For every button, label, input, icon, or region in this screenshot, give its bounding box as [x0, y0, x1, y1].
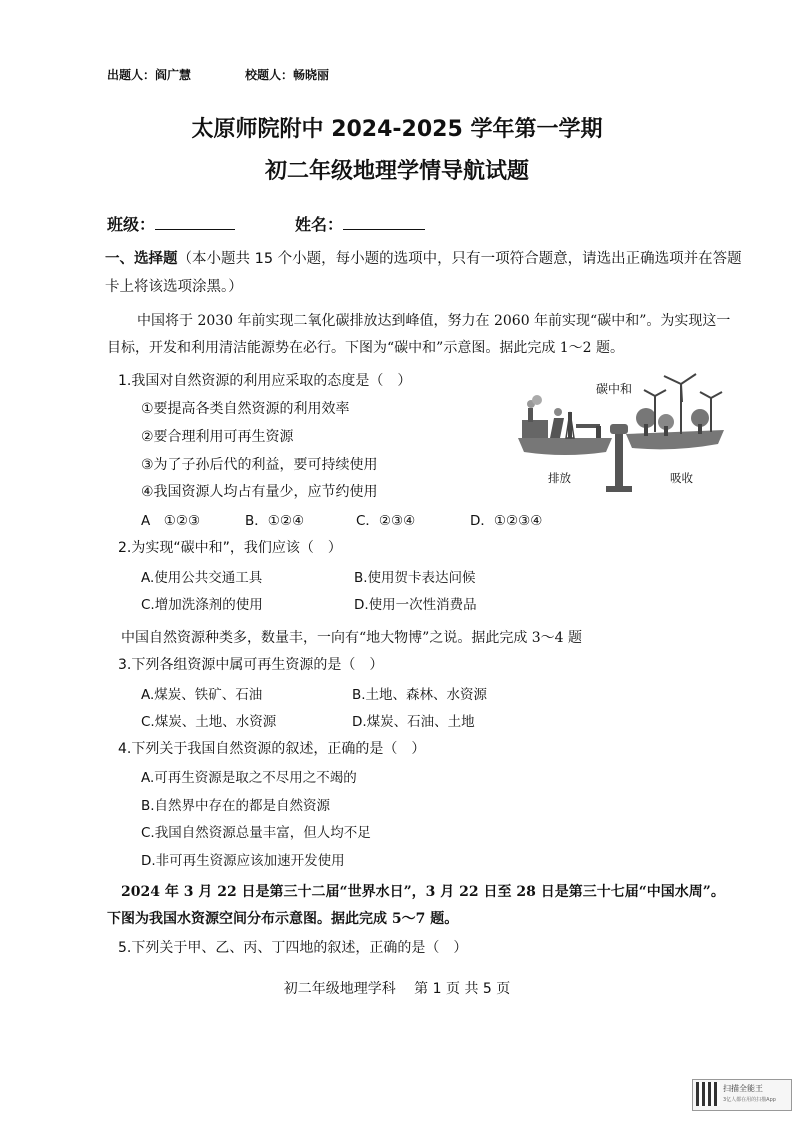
carbon-neutral-diagram: [514, 368, 736, 496]
wind-turbine-icon: [644, 374, 722, 434]
question-1-option-a: A ①②③: [141, 513, 201, 529]
diagram-title: 碳中和: [596, 382, 633, 396]
question-1-option-b: B．①②④: [245, 513, 305, 529]
scanner-watermark-sub: 3亿人都在用的扫描App: [723, 1097, 776, 1103]
exam-title-line1: 太原师院附中 2024-2025 学年第一学期: [191, 117, 603, 142]
section1-heading: 一、选择题: [105, 251, 178, 267]
tree-icon: [636, 408, 709, 436]
scanner-watermark-label: 扫描全能王: [723, 1084, 763, 1093]
name-field: [295, 212, 425, 235]
qr-code-icon: [696, 1082, 720, 1106]
scale-base: [606, 486, 632, 492]
question-1-item-4: ④我国资源人均占有量少，应节约使用: [141, 484, 378, 500]
question-1-item-1: ①要提高各类自然资源的利用效率: [141, 401, 350, 417]
intro-resources: 中国自然资源种类多，数量丰，一向有“地大物博”之说。据此完成 3～4 题: [121, 630, 583, 646]
question-3-option-a: A.煤炭、铁矿、石油: [141, 687, 263, 703]
class-field: [107, 212, 235, 235]
question-4-option-a: A.可再生资源是取之不尽用之不竭的: [141, 770, 357, 786]
scale-post: [615, 426, 623, 490]
class-label: 班级：: [107, 215, 156, 234]
section1-instruction-text: （本小题共 15 个小题，每小题的选项中，只有一项符合题意，请选出正确选项并在答题卡上将该选项涂黑。）: [105, 251, 742, 295]
page-footer: 初二年级地理学科 第 1 页 共 5 页: [283, 981, 511, 997]
left-pan: [518, 438, 612, 455]
question-4-option-d: D.非可再生资源应该加速开发使用: [141, 853, 345, 869]
question-1-item-2: ②要合理利用可再生资源: [141, 429, 294, 445]
exam-title-line2: 初二年级地理学情导航试题: [264, 159, 529, 184]
oil-pump-icon: [566, 412, 601, 438]
question-1-option-d: D．①②③④: [470, 513, 543, 529]
question-1-option-c: C．②③④: [356, 513, 416, 529]
scanner-watermark: [692, 1079, 792, 1111]
intro-water-day: 2024 年 3 月 22 日是第三十二届“世界水日”，3 月 22 日至 28 日是第三十七届“中国水周”。下图为我国水资源空间分布示意图。据此完成 5～7 题。: [107, 884, 725, 927]
question-2-option-a: A.使用公共交通工具: [141, 570, 263, 586]
name-blank: [343, 215, 425, 230]
question-1-stem: 1.我国对自然资源的利用应采取的态度是（ ）: [118, 373, 412, 389]
reviewer-label: 校题人：畅晓丽: [245, 68, 330, 82]
question-2-option-b: B.使用贺卡表达问候: [354, 570, 476, 586]
question-3-option-b: B.土地、森林、水资源: [352, 687, 488, 703]
question-1-item-3: ③为了子孙后代的利益，要可持续使用: [141, 457, 378, 473]
question-2-option-c: C.增加洗涤剂的使用: [141, 597, 263, 613]
question-3-option-d: D.煤炭、石油、土地: [352, 714, 475, 730]
question-5-stem: 5.下列关于甲、乙、丙、丁四地的叙述，正确的是（ ）: [118, 940, 468, 956]
question-3-option-c: C.煤炭、土地、水资源: [141, 714, 277, 730]
question-4-stem: 4.下列关于我国自然资源的叙述，正确的是（ ）: [118, 741, 426, 757]
diagram-emission-label: 排放: [548, 471, 571, 485]
scale-pivot: [610, 424, 628, 434]
question-2-stem: 2.为实现“碳中和”，我们应该（ ）: [118, 540, 342, 556]
right-pan: [626, 430, 724, 449]
question-2-option-d: D.使用一次性消费品: [354, 597, 477, 613]
question-4-option-c: C.我国自然资源总量丰富，但人均不足: [141, 825, 371, 841]
intro-carbon-neutral: 中国将于 2030 年前实现二氧化碳排放达到峰值，努力在 2060 年前实现“碳中和”。为实现这一目标，开发和利用清洁能源势在必行。下图为“碳中和”示意图。据此完成 1～2 题。: [107, 313, 731, 356]
question-3-stem: 3.下列各组资源中属可再生资源的是（ ）: [118, 657, 384, 673]
author-label: 出题人：阎广慧: [107, 68, 192, 82]
name-label: 姓名：: [295, 215, 344, 234]
section1-instructions: [105, 245, 745, 301]
diagram-absorption-label: 吸收: [670, 471, 693, 485]
question-4-option-b: B.自然界中存在的都是自然资源: [141, 798, 331, 814]
class-blank: [155, 215, 235, 230]
factory-icon: [522, 395, 564, 438]
